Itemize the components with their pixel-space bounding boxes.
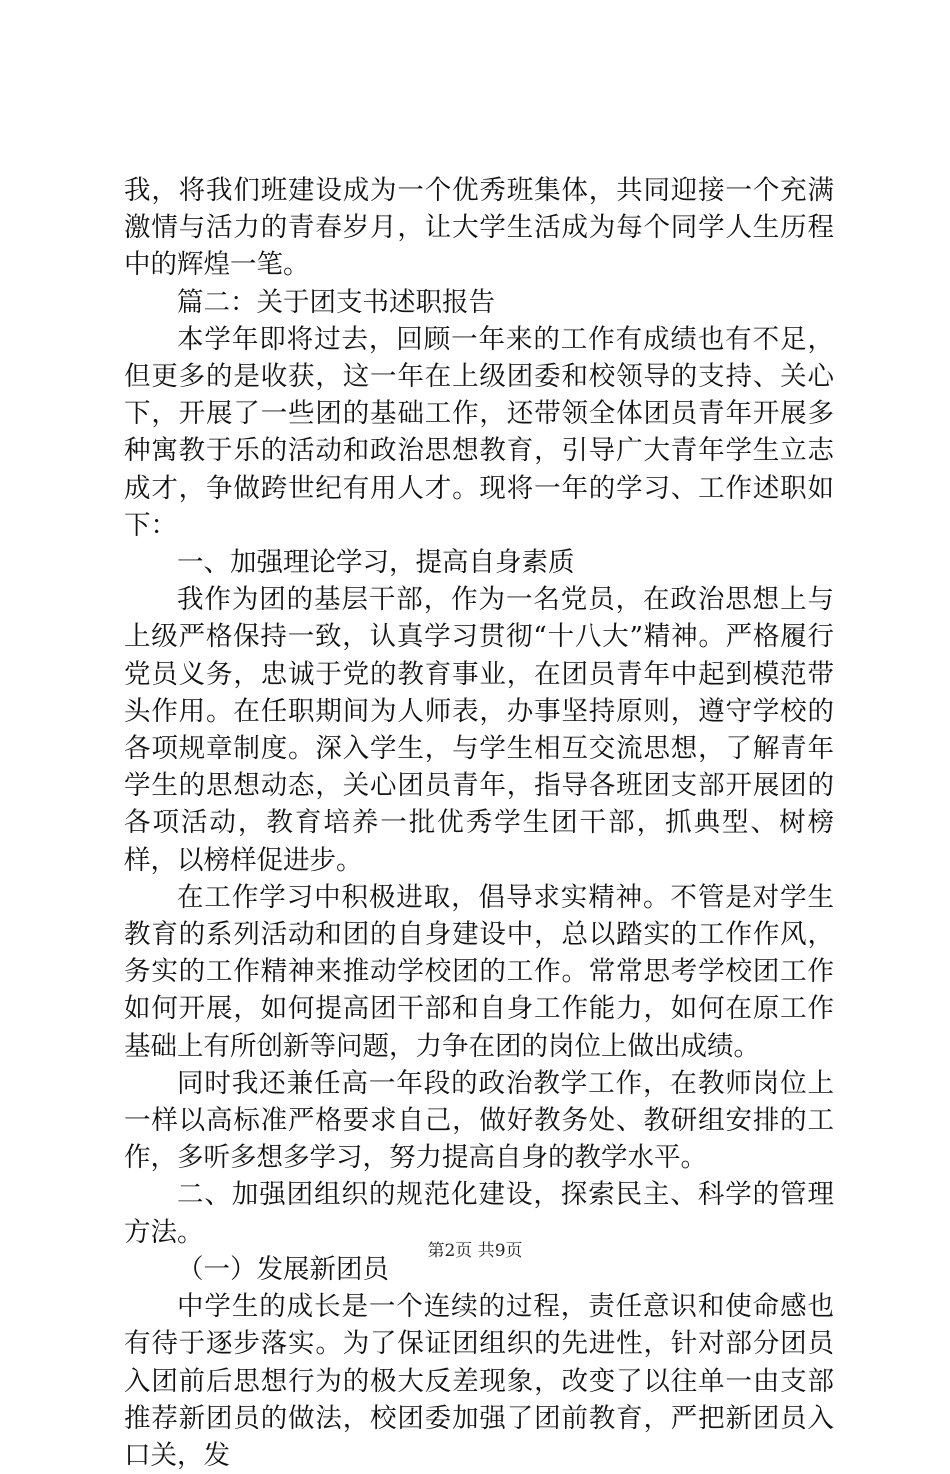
paragraph-work-study: 在工作学习中积极进取，倡导求实精神。不管是对学生教育的系列活动和团的自身建设中，总以踏实的工作作风，务实的工作精神来推动学校团的工作。常常思考学校团工作如何开展，如何提高团干部和自身工作能力，如何在原工作基础上有所创新等问题，力争在团的岗位上做出成绩。 (124, 881, 834, 1062)
page-number-footer: 第2页 共9页 (427, 1241, 523, 1261)
section-heading-part-two: 篇二：关于团支书述职报告 (177, 286, 495, 318)
paragraph-teaching: 同时我还兼任高一年段的政治教学工作，在教师岗位上一样以高标准严格要求自己，做好教务处、教研组安排的工作，多听多想多学习，努力提高自身的教学水平。 (124, 1067, 834, 1174)
paragraph-new-members: 中学生的成长是一个连续的过程，责任意识和使命感也有待于逐步落实。为了保证团组织的先进性，针对部分团员入团前后思想行为的极大反差现象，改变了以往单一由支部推荐新团员的做法，校团委加强了团前教育，严把新团员入口关，发 (124, 1291, 834, 1471)
paragraph-theory-study: 我作为团的基层干部，作为一名党员，在政治思想上与上级严格保持一致，认真学习贯彻“十八大”精神。严格履行党员义务，忠诚于党的教育事业，在团员青年中起到模范带头作用。在任职期间为人师表，办事坚持原则，遵守学校的各项规章制度。深入学生，与学生相互交流思想，了解青年学生的思想动态，关心团员青年，指导各班团支部开展团的各项活动，教育培养一批优秀学生团干部，抓典型、树榜样，以榜样促进步。 (124, 584, 834, 876)
document-body (124, 172, 834, 1474)
section-heading-one: 一、加强理论学习，提高自身素质 (177, 547, 575, 579)
paragraph-continuation: 我，将我们班建设成为一个优秀班集体，共同迎接一个充满激情与活力的青春岁月，让大学生活成为每个同学人生历程中的辉煌一笔。 (124, 175, 834, 281)
section-heading-two: 二、加强团组织的规范化建设，探索民主、科学的管理方法。 (124, 1179, 834, 1248)
paragraph-intro: 本学年即将过去，回顾一年来的工作有成绩也有不足，但更多的是收获，这一年在上级团委和校领导的支持、关心下，开展了一些团的基础工作，还带领全体团员青年开展多种寓教于乐的活动和政治思想教育，引导广大青年学生立志成才，争做跨世纪有用人才。现将一年的学习、工作述职如下： (124, 323, 834, 541)
subsection-heading-new-members: （一）发展新团员 (177, 1253, 389, 1285)
